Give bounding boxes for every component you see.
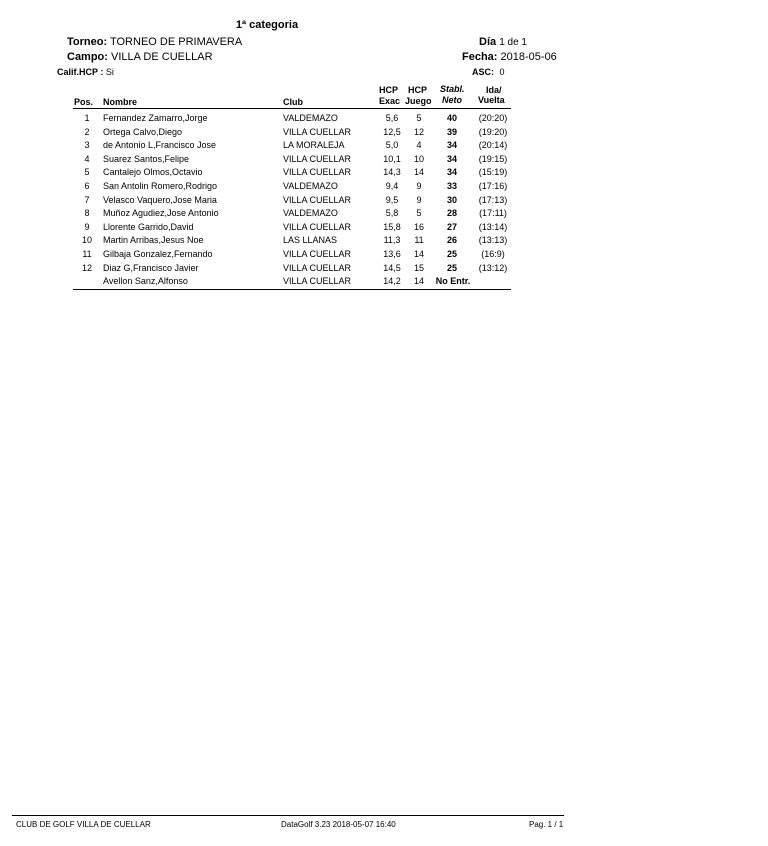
row-hcp-exac: 9,5 — [385, 194, 399, 205]
col-hcp-exac-bottom: Exac — [379, 96, 401, 106]
row-hcp-exac: 13,6 — [383, 248, 401, 259]
row-hcp-juego: 14 — [413, 167, 424, 178]
row-hcp-exac: 5,0 — [385, 140, 399, 151]
row-neto: 27 — [446, 221, 457, 232]
table-row — [73, 194, 511, 208]
row-nombre: Llorente Garrido,David — [103, 221, 194, 232]
row-hcp-juego: 5 — [416, 208, 422, 219]
row-pos: 2 — [84, 126, 90, 137]
row-neto: 39 — [446, 126, 457, 137]
row-nombre: Velasco Vaquero,Jose Maria — [103, 194, 217, 205]
calif-value: Si — [105, 67, 114, 77]
row-ida-vuelta: (13:14) — [478, 221, 508, 232]
col-club: Club — [283, 97, 303, 107]
row-hcp-juego: 10 — [413, 153, 424, 164]
row-club: VILLA CUELLAR — [283, 153, 352, 164]
row-club: VILLA CUELLAR — [283, 221, 352, 232]
row-club: VILLA CUELLAR — [283, 248, 352, 259]
row-pos: 3 — [84, 140, 90, 151]
row-hcp-juego: 12 — [413, 126, 424, 137]
torneo-value: TORNEO DE PRIMAVERA — [109, 36, 243, 48]
row-nombre: Avellon Sanz,Alfonso — [103, 276, 188, 287]
row-neto: 28 — [446, 208, 457, 219]
row-ida-vuelta: (17:16) — [478, 180, 508, 191]
torneo-label: Torneo: — [67, 36, 108, 48]
footer-divider — [12, 815, 564, 816]
row-hcp-exac: 15,8 — [383, 221, 401, 232]
row-hcp-juego: 4 — [416, 140, 422, 151]
row-pos: 10 — [81, 235, 92, 246]
row-pos: 9 — [84, 221, 90, 232]
row-hcp-exac: 5,6 — [385, 113, 399, 123]
row-club: VALDEMAZO — [283, 208, 338, 219]
row-hcp-exac: 12,5 — [383, 126, 401, 137]
row-hcp-juego: 9 — [416, 194, 422, 205]
row-hcp-juego: 14 — [413, 248, 424, 259]
row-hcp-exac: 10,1 — [383, 153, 401, 164]
row-neto: 33 — [446, 180, 457, 191]
dia-value: 1 de 1 — [499, 37, 527, 48]
row-ida-vuelta: (20:20) — [478, 113, 508, 123]
table-row — [73, 139, 511, 153]
row-neto: No Entr. — [435, 276, 471, 287]
table-row — [73, 126, 511, 140]
dia-label: Día — [479, 36, 497, 48]
row-hcp-juego: 15 — [413, 262, 424, 273]
row-club: LAS LLANAS — [283, 235, 338, 246]
row-hcp-juego: 11 — [414, 235, 424, 246]
fecha-value: 2018-05-06 — [500, 51, 557, 63]
row-hcp-exac: 14,2 — [383, 276, 401, 287]
row-club: VALDEMAZO — [283, 113, 338, 123]
row-club: VILLA CUELLAR — [283, 262, 352, 273]
row-neto: 34 — [446, 153, 457, 164]
row-hcp-exac: 14,5 — [383, 262, 401, 273]
row-hcp-exac: 14,3 — [383, 167, 401, 178]
campo-label: Campo: — [67, 51, 108, 63]
table-row — [73, 221, 511, 235]
table-row — [73, 166, 511, 180]
table-row — [73, 234, 511, 248]
col-nombre: Nombre — [103, 97, 138, 107]
row-club: VILLA CUELLAR — [283, 194, 352, 205]
row-nombre: San Antolin Romero,Rodrigo — [103, 180, 218, 191]
row-ida-vuelta: (16:9) — [481, 248, 505, 259]
row-neto: 26 — [446, 235, 457, 246]
asc-value: 0 — [499, 67, 505, 77]
row-club: LA MORALEJA — [283, 140, 345, 151]
row-pos: 11 — [82, 248, 92, 259]
row-hcp-juego: 14 — [413, 276, 424, 287]
row-nombre: Gilbaja Gonzalez,Fernando — [103, 248, 213, 259]
campo-value: VILLA DE CUELLAR — [111, 51, 213, 63]
table-row — [73, 262, 511, 276]
row-club: VILLA CUELLAR — [283, 126, 352, 137]
table-row — [73, 112, 511, 126]
footer-software: DataGolf 3.23 2018-05-07 16:40 — [281, 820, 396, 829]
row-pos: 7 — [84, 194, 90, 205]
row-nombre: Diaz G,Francisco Javier — [103, 262, 199, 273]
row-ida-vuelta: (19:15) — [478, 153, 508, 164]
table-header — [73, 84, 511, 109]
dia-line — [479, 36, 527, 48]
row-club: VALDEMAZO — [283, 180, 338, 191]
row-pos: 5 — [84, 167, 90, 178]
col-hcp-juego-top: HCP — [408, 85, 428, 95]
campo-line — [67, 51, 213, 63]
row-hcp-juego: 16 — [413, 221, 424, 232]
row-ida-vuelta: (13:12) — [478, 262, 508, 273]
asc-line — [472, 67, 505, 77]
row-neto: 40 — [446, 113, 457, 123]
row-ida-vuelta: (13:13) — [478, 235, 508, 246]
row-neto: 34 — [446, 167, 457, 178]
calif-line — [57, 67, 114, 77]
fecha-label: Fecha: — [462, 51, 498, 63]
col-hcp-exac-top: HCP — [379, 85, 399, 95]
col-hcp-juego-bottom: Juego — [405, 96, 432, 106]
col-pos: Pos. — [74, 97, 94, 107]
row-hcp-juego: 9 — [416, 180, 422, 191]
footer-page: Pag. 1 / 1 — [529, 820, 564, 829]
row-pos: 4 — [84, 153, 90, 164]
row-ida-vuelta: (20:14) — [478, 140, 508, 151]
row-nombre: Muñoz Agudiez,Jose Antonio — [103, 208, 219, 219]
table-row — [73, 248, 511, 262]
row-nombre: Ortega Calvo,Diego — [103, 126, 183, 137]
row-nombre: Cantalejo Olmos,Octavio — [103, 167, 203, 178]
row-nombre: Suarez Santos,Felipe — [103, 153, 190, 164]
row-pos: 6 — [84, 180, 90, 191]
row-ida-vuelta: (19:20) — [478, 126, 508, 137]
col-stabl-top: Stabl. — [440, 84, 465, 94]
row-hcp-juego: 5 — [416, 113, 422, 123]
calif-label: Calif.HCP : — [57, 67, 104, 77]
row-pos: 12 — [81, 262, 92, 273]
col-stabl-bottom: Neto — [442, 95, 462, 105]
row-club: VILLA CUELLAR — [283, 276, 352, 287]
table-row — [73, 207, 511, 221]
row-club: VILLA CUELLAR — [283, 167, 352, 178]
row-ida-vuelta: (15:19) — [478, 167, 508, 178]
row-ida-vuelta: (17:11) — [479, 208, 507, 219]
footer-club: CLUB DE GOLF VILLA DE CUELLAR — [16, 820, 151, 829]
row-neto: 25 — [446, 248, 457, 259]
row-ida-vuelta: (17:13) — [478, 194, 508, 205]
row-neto: 34 — [446, 140, 457, 151]
category-title: 1ª categoria — [235, 19, 299, 31]
row-nombre: de Antonio L,Francisco Jose — [103, 140, 217, 151]
fecha-line — [462, 51, 557, 63]
col-iv-top: Ida/ — [486, 85, 502, 95]
results-table — [73, 84, 511, 290]
table-row — [73, 180, 511, 194]
table-row — [73, 275, 511, 290]
row-hcp-exac: 11,3 — [383, 235, 401, 246]
row-hcp-exac: 9,4 — [385, 180, 399, 191]
row-neto: 30 — [446, 194, 457, 205]
torneo-line — [67, 36, 242, 48]
asc-label: ASC: — [472, 67, 494, 77]
table-row — [73, 153, 511, 167]
row-pos: 1 — [84, 113, 90, 123]
row-hcp-exac: 5,8 — [385, 208, 399, 219]
row-nombre: Fernandez Zamarro,Jorge — [103, 113, 208, 123]
row-nombre: Martin Arribas,Jesus Noe — [103, 235, 204, 246]
row-neto: 25 — [446, 262, 457, 273]
col-iv-bottom: Vuelta — [478, 95, 505, 105]
row-pos: 8 — [84, 208, 90, 219]
